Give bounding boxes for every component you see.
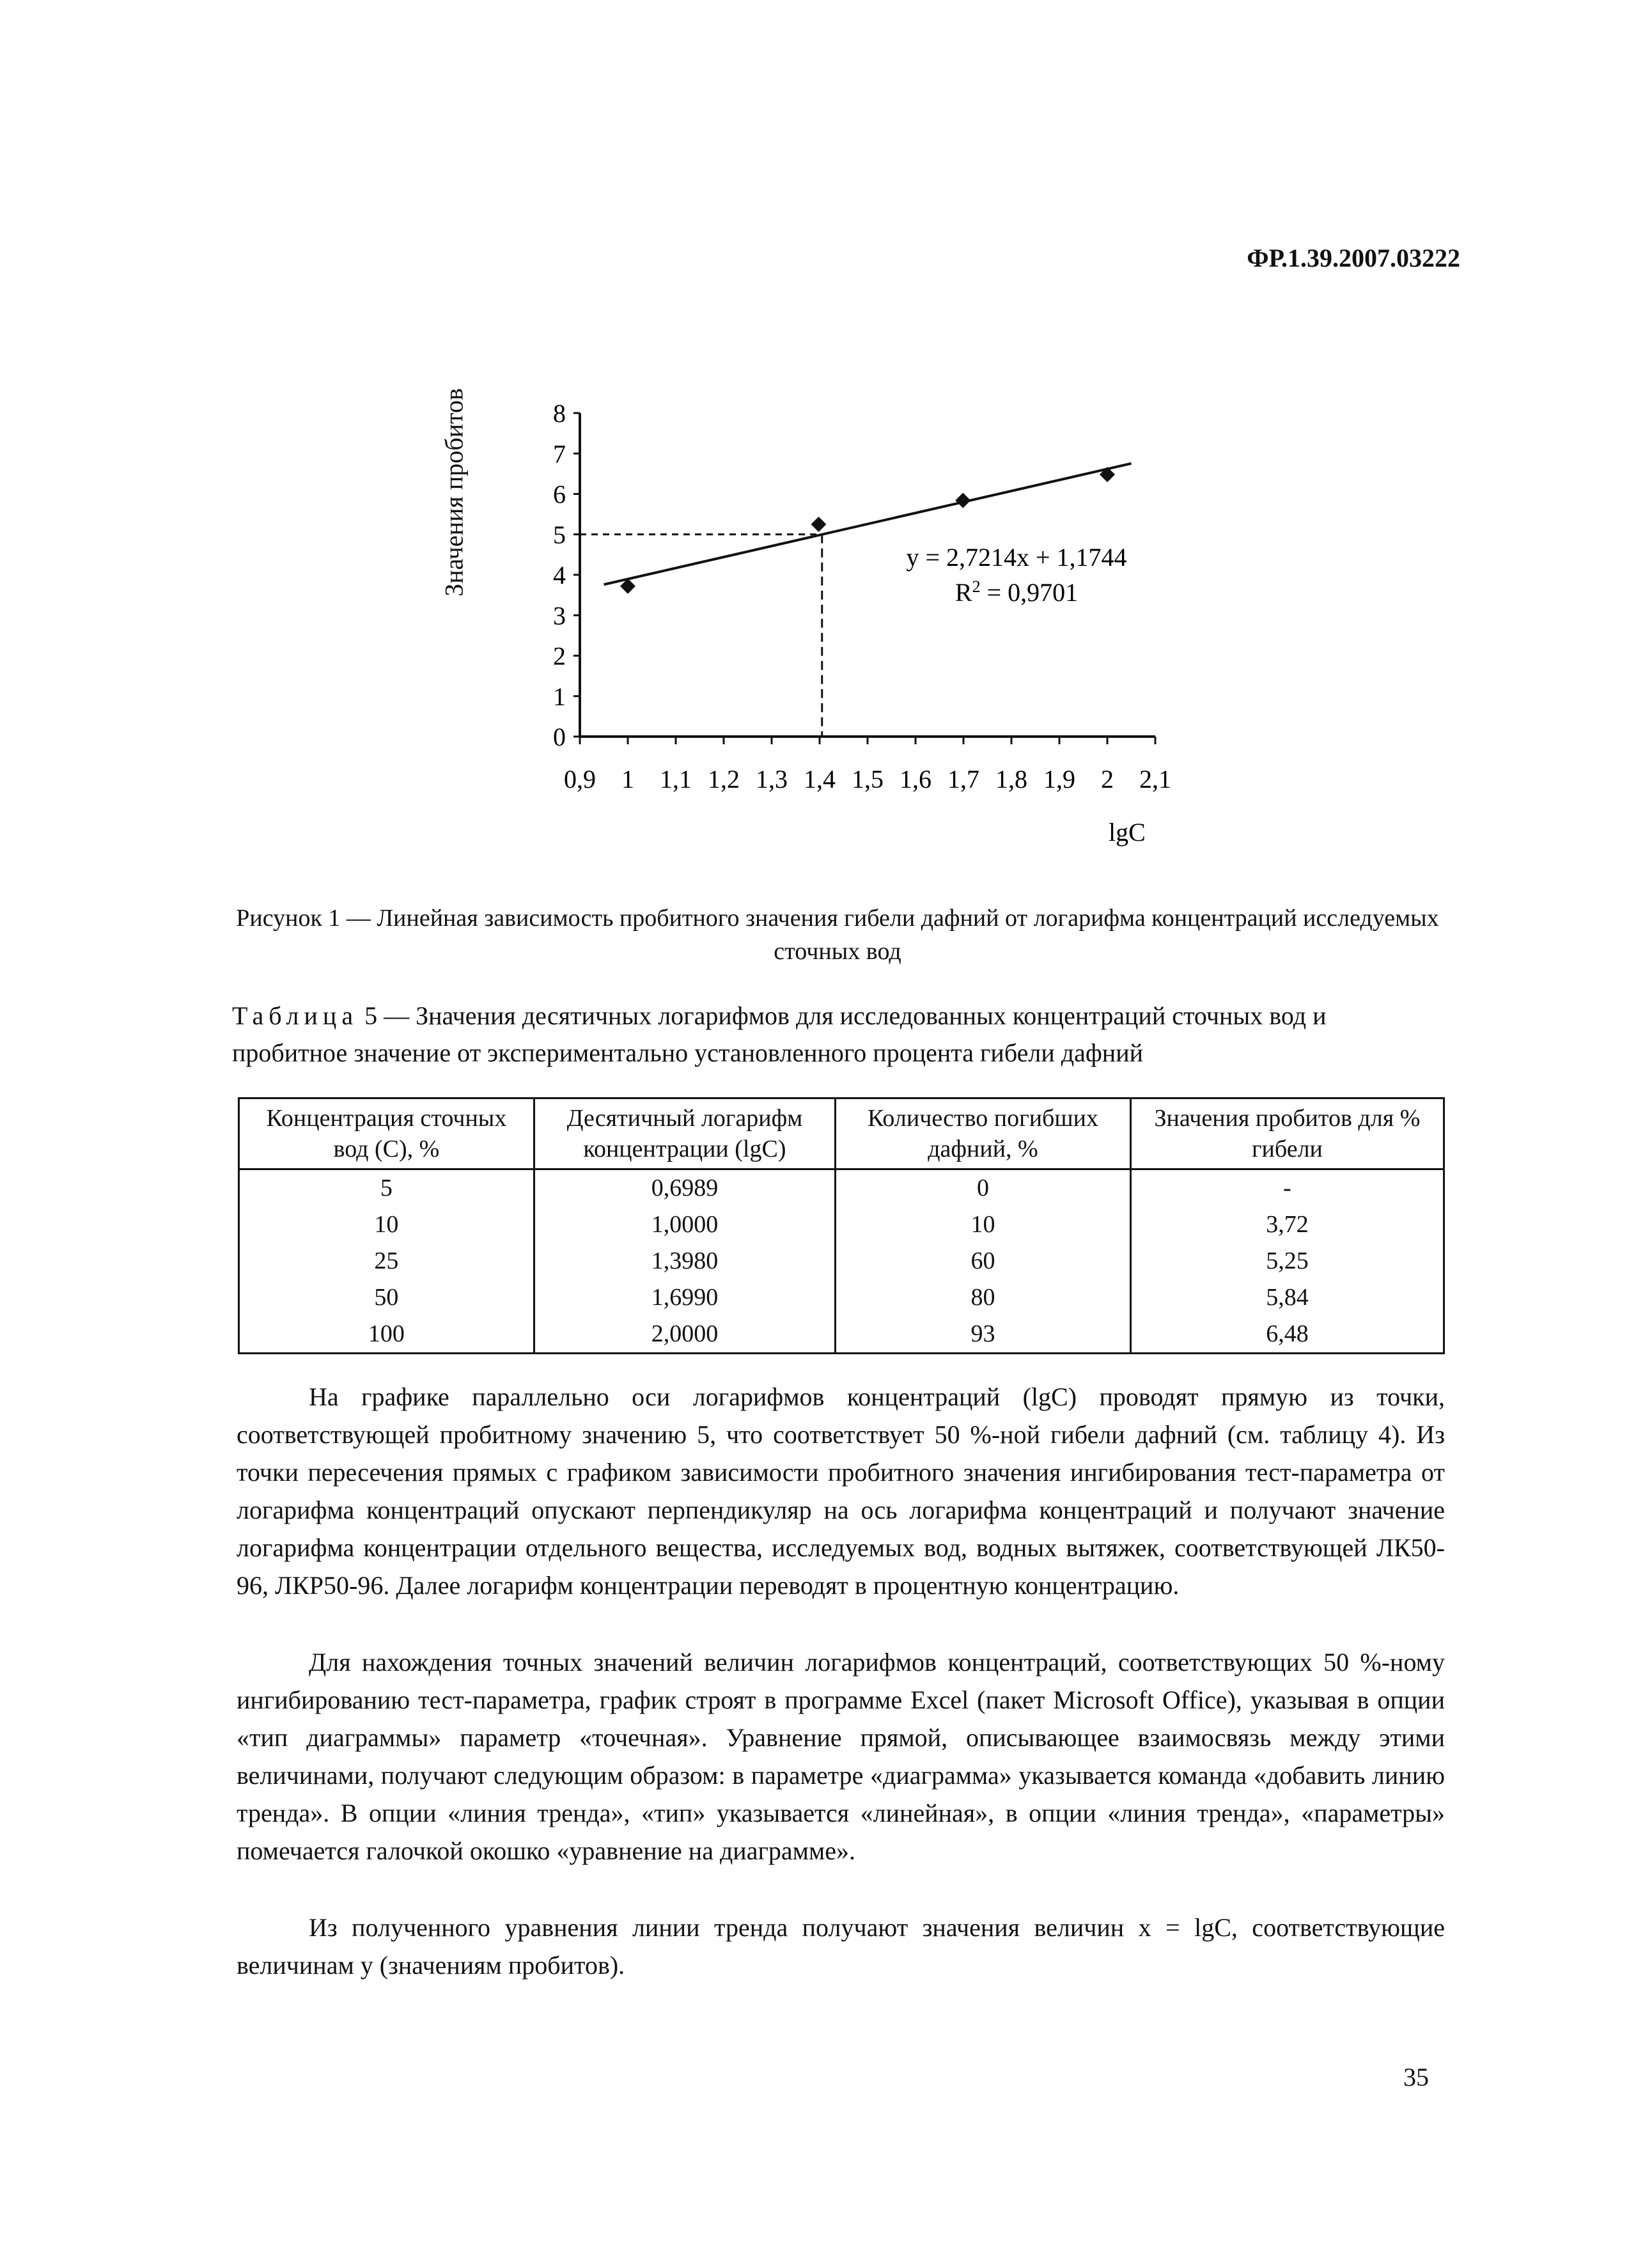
table-cell: 2,0000: [534, 1316, 835, 1354]
y-tick-label: 7: [553, 439, 566, 469]
y-tick-label: 3: [553, 601, 566, 630]
y-tick-label: 6: [553, 480, 566, 509]
table-cell: 1,6990: [534, 1279, 835, 1316]
table-row: [239, 1243, 1444, 1279]
x-tick-label: 1,7: [947, 765, 979, 793]
r-squared-label: [955, 577, 1078, 607]
r-squared-part: 2: [972, 577, 981, 596]
x-tick-label: 2: [1101, 765, 1114, 793]
table-cell: 0,6989: [534, 1169, 835, 1207]
table-header-row: [239, 1098, 1444, 1169]
table-cell: 6,48: [1130, 1316, 1444, 1354]
table-cell: 60: [836, 1243, 1131, 1279]
header-probit: Значения пробитов для % гибели: [1130, 1098, 1444, 1169]
table-row: [239, 1169, 1444, 1207]
x-tick-label: 1,9: [1043, 765, 1075, 793]
table-row: [239, 1316, 1444, 1354]
x-tick-label: 0,9: [564, 765, 596, 793]
y-tick-label: 5: [553, 520, 566, 549]
table-cell: 1,0000: [534, 1207, 835, 1243]
table-cell: 5,84: [1130, 1279, 1444, 1316]
paragraph-1: На графике параллельно оси логарифмов концентраций (lgC) проводят прямую из точки, соответствующей пробитному значению 5, что соответствует 50 %-ной гибели дафний (см. таблицу 4). Из точки пересечения прямых с графиком зависимости пробитного значения ингибирования тест-параметра от логарифма концентраций опускают перпендикуляр на ось логарифма концентраций и получают значение логарифма концентрации отдельного вещества, исследуемых вод, водных вытяжек, соответствующей ЛК50-96, ЛКР50-96. Далее логарифм концентрации переводят в процентную концентрацию.: [237, 1382, 1445, 1600]
probit-chart: [0, 0, 1652, 895]
x-tick-label: 1,2: [708, 765, 740, 793]
header-concentration: Концентрация сточных вод (C), %: [239, 1098, 534, 1169]
y-tick-label: 4: [553, 561, 566, 590]
table-cell: 50: [239, 1279, 534, 1316]
paragraph-2: Для нахождения точных значений величин логарифмов концентраций, соответствующих 50 %-ному ингибированию тест-параметра, график строят в программе Excel (пакет Microsoft Office), указывая в опции «тип диаграммы» параметр «точечная». Уравнение прямой, описывающее взаимосвязь между этими величинами, получают следующим образом: в параметре «диаграмма» указывается команда «добавить линию тренда». В опции «линия тренда», «тип» указывается «линейная», в опции «линия тренда», «параметры» помечается галочкой окошко «уравнение на диаграмме».: [237, 1648, 1445, 1865]
trendline-equation: y = 2,7214x + 1,1744: [906, 543, 1127, 572]
paragraph-3: Из полученного уравнения линии тренда получают значения величин x = lgC, соответствующие величинам y (значениям пробитов).: [237, 1913, 1445, 1980]
y-tick-label: 8: [553, 399, 566, 428]
x-tick-label: 1,5: [852, 765, 884, 793]
table-cell: -: [1130, 1169, 1444, 1207]
table-cell: 10: [239, 1207, 534, 1243]
r-squared-part: R: [955, 578, 972, 607]
data-point: [811, 517, 827, 532]
x-tick-label: 1,1: [660, 765, 692, 793]
document-code: ФР.1.39.2007.03222: [1247, 244, 1460, 272]
figure-caption: Рисунок 1 — Линейная зависимость пробитного значения гибели дафний от логарифма концентраций исследуемых сточных вод: [236, 905, 1439, 965]
table-cell: 1,3980: [534, 1243, 835, 1279]
header-dead: Количество погибших дафний, %: [836, 1098, 1131, 1169]
table-cell: 25: [239, 1243, 534, 1279]
page-number: 35: [1403, 2063, 1429, 2091]
y-tick-label: 2: [553, 641, 566, 671]
chart-x-axis-label: lgC: [1109, 818, 1146, 847]
x-tick-label: 1,6: [900, 765, 931, 793]
table-title-prefix: Таблица: [232, 1001, 359, 1030]
x-tick-label: 2,1: [1139, 765, 1171, 793]
table-title: [232, 997, 1447, 1072]
x-tick-label: 1: [621, 765, 634, 793]
y-tick-label: 1: [553, 682, 566, 711]
data-table: [238, 1097, 1445, 1354]
chart-y-axis-label: Значения пробитов: [439, 388, 469, 597]
table-cell: 5: [239, 1169, 534, 1207]
data-point: [955, 493, 970, 508]
table-cell: 100: [239, 1316, 534, 1354]
r-squared-part: = 0,9701: [980, 578, 1079, 607]
table-cell: 93: [836, 1316, 1131, 1354]
table-title-text: 5 — Значения десятичных логарифмов для исследованных концентраций сточных вод и пробитное значение от экспериментально установленного процента гибели дафний: [232, 1001, 1327, 1067]
table-cell: 10: [836, 1207, 1131, 1243]
x-tick-label: 1,8: [995, 765, 1027, 793]
table-cell: 80: [836, 1279, 1131, 1316]
table-cell: 0: [836, 1169, 1131, 1207]
table-row: [239, 1279, 1444, 1316]
table-cell: 3,72: [1130, 1207, 1444, 1243]
table-row: [239, 1207, 1444, 1243]
table-cell: 5,25: [1130, 1243, 1444, 1279]
y-tick-label: 0: [553, 723, 566, 751]
x-tick-label: 1,4: [804, 765, 836, 793]
x-tick-label: 1,3: [756, 765, 788, 793]
header-log: Десятичный логарифм концентрации (lgC): [534, 1098, 835, 1169]
